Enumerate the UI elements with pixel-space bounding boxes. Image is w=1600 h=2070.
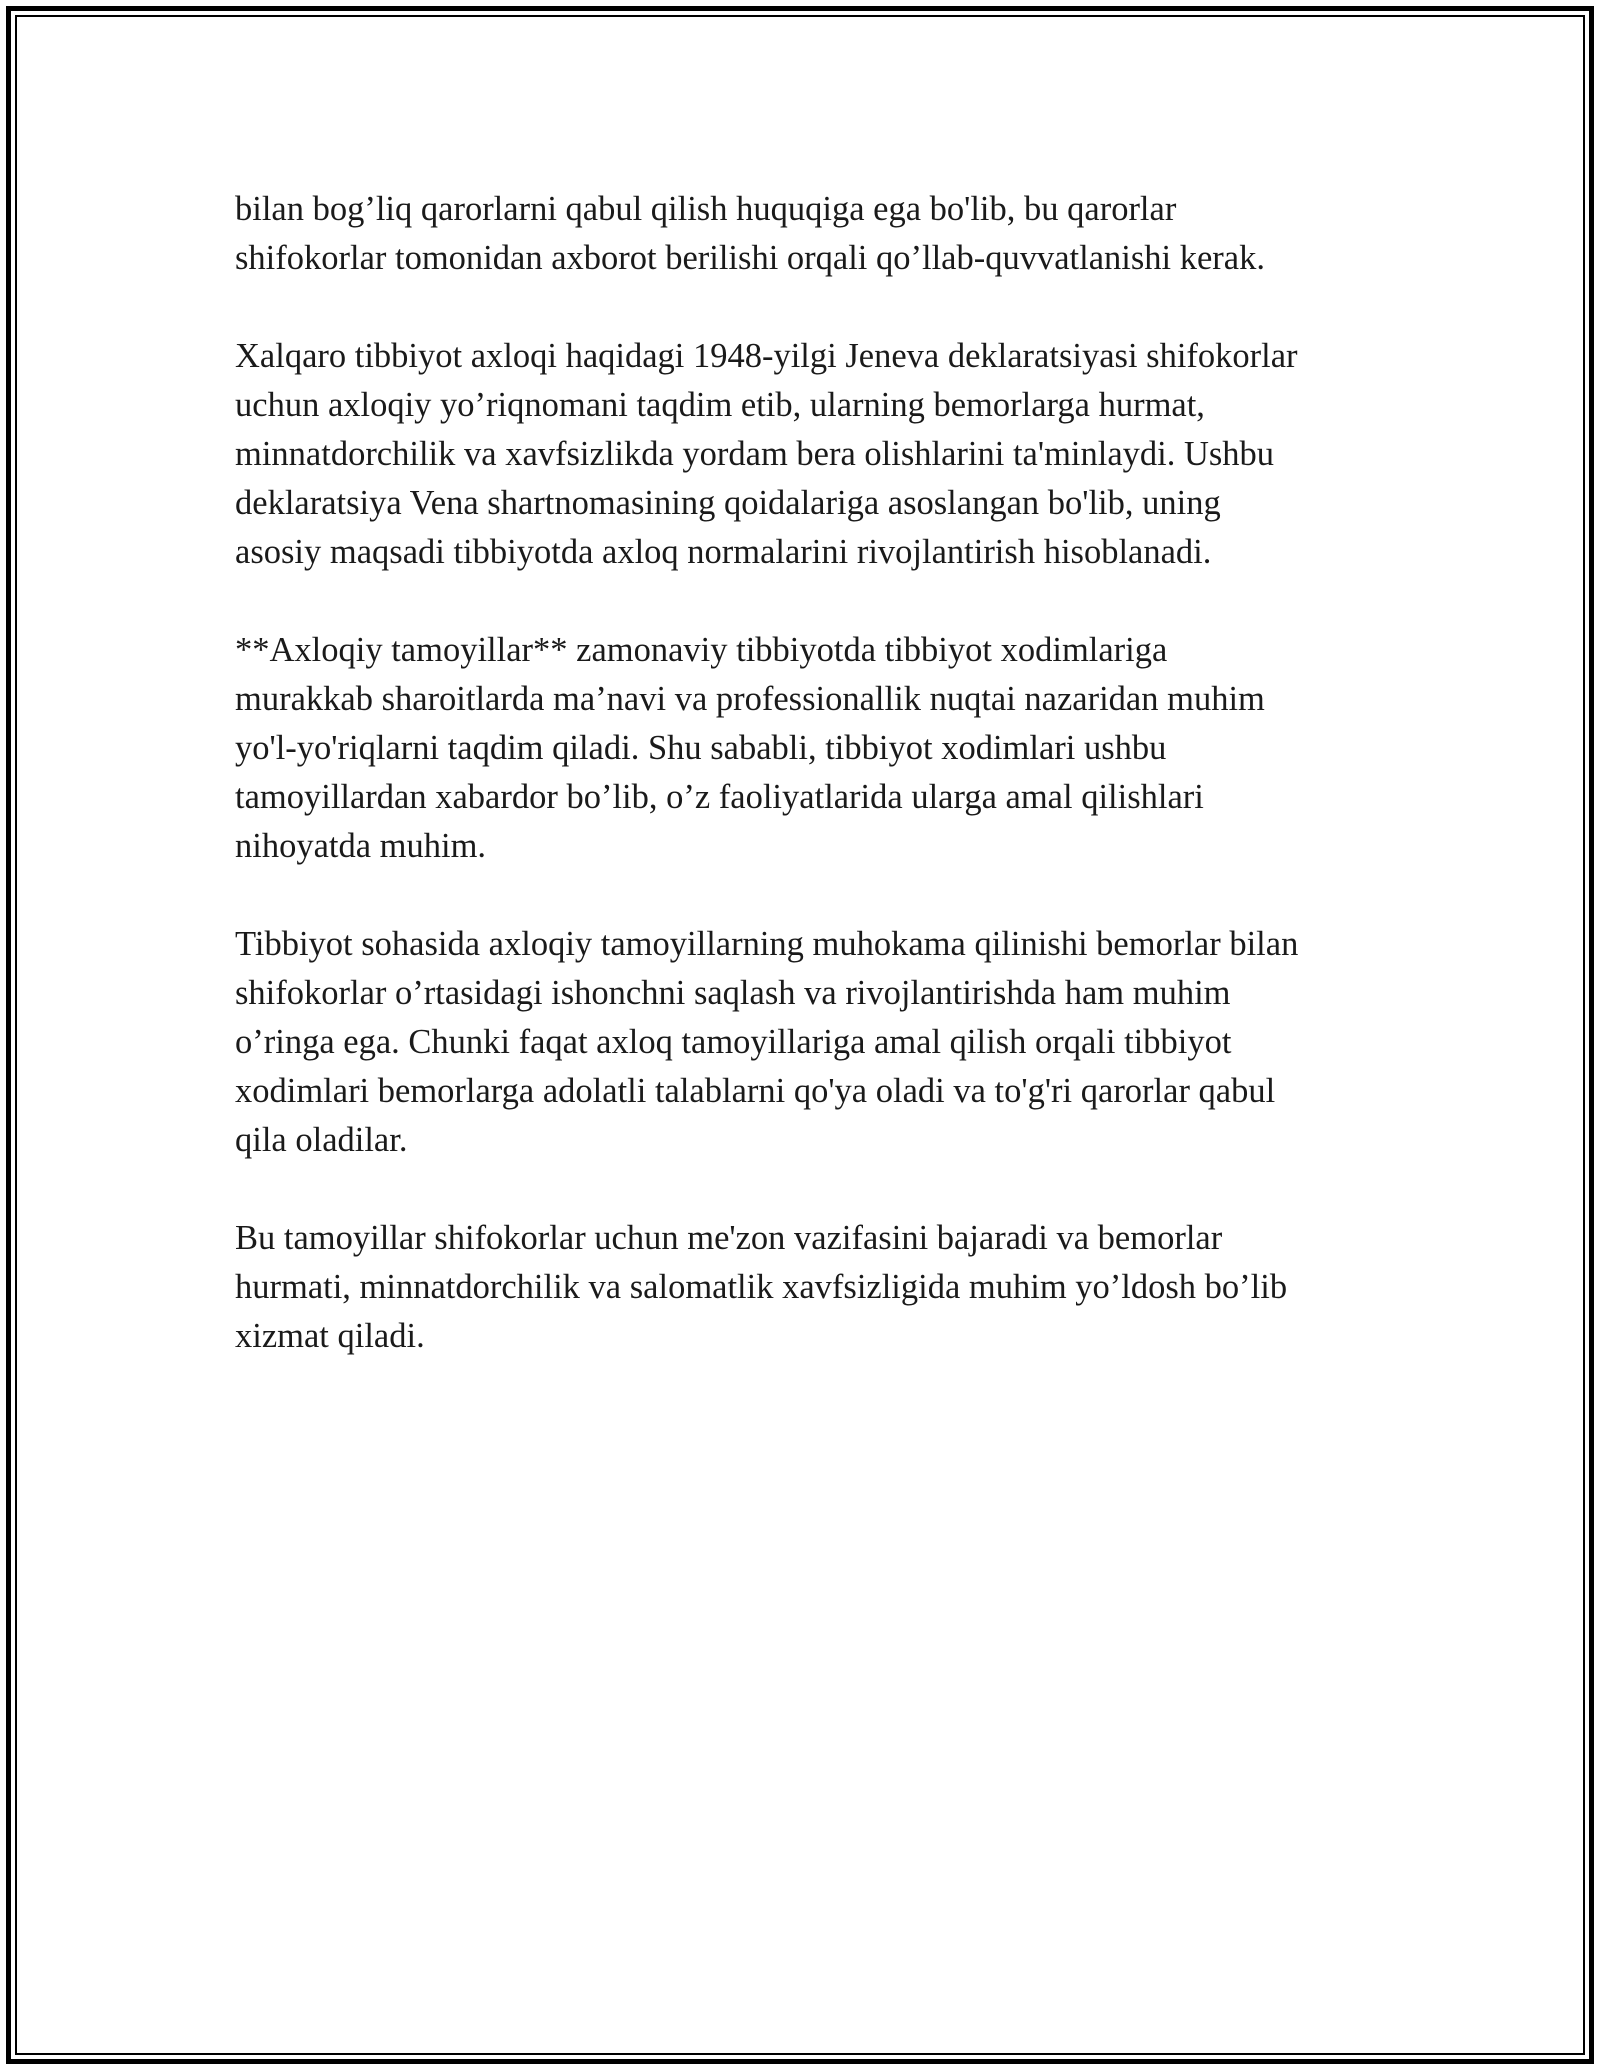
paragraph — [235, 920, 1375, 1165]
text-line: qila oladilar. — [235, 1121, 408, 1159]
text-line: Bu tamoyillar shifokorlar uchun me'zon vazifasini bajaradi va bemorlar — [235, 1219, 1223, 1257]
paragraph — [235, 1214, 1375, 1361]
text-line: xizmat qiladi. — [235, 1317, 425, 1355]
text-line: yo'l-yo'riqlarni taqdim qiladi. Shu sababli, tibbiyot xodimlari ushbu — [235, 729, 1167, 767]
text-line: tamoyillardan xabardor bo’lib, o’z faoliyatlarida ularga amal qilishlari — [235, 778, 1204, 816]
text-line: xodimlari bemorlarga adolatli talablarni qo'ya oladi va to'g'ri qarorlar qabul — [235, 1072, 1276, 1110]
text-line: o’ringa ega. Chunki faqat axloq tamoyillariga amal qilish orqali tibbiyot — [235, 1023, 1232, 1061]
paragraph — [235, 626, 1375, 871]
text-line: shifokorlar tomonidan axborot berilishi orqali qo’llab-quvvatlanishi kerak. — [235, 239, 1265, 277]
text-line: nihoyatda muhim. — [235, 827, 487, 865]
text-line: murakkab sharoitlarda ma’navi va professionallik nuqtai nazaridan muhim — [235, 680, 1265, 718]
text-line: bilan bog’liq qarorlarni qabul qilish huquqiga ega bo'lib, bu qarorlar — [235, 190, 1177, 228]
text-line: shifokorlar o’rtasidagi ishonchni saqlash va rivojlantirishda ham muhim — [235, 974, 1231, 1012]
text-line: **Axloqiy tamoyillar** zamonaviy tibbiyotda tibbiyot xodimlariga — [235, 631, 1168, 669]
document-body — [235, 185, 1375, 1410]
text-line: uchun axloqiy yo’riqnomani taqdim etib, ularning bemorlarga hurmat, — [235, 386, 1205, 424]
text-line: minnatdorchilik va xavfsizlikda yordam bera olishlarini ta'minlaydi. Ushbu — [235, 435, 1275, 473]
text-line: hurmati, minnatdorchilik va salomatlik xavfsizligida muhim yo’ldosh bo’lib — [235, 1268, 1288, 1306]
paragraph — [235, 185, 1375, 283]
text-line: Xalqaro tibbiyot axloqi haqidagi 1948-yilgi Jeneva deklaratsiyasi shifokorlar — [235, 337, 1298, 375]
text-line: Tibbiyot sohasida axloqiy tamoyillarning muhokama qilinishi bemorlar bilan — [235, 925, 1299, 963]
paragraph — [235, 332, 1375, 577]
text-line: asosiy maqsadi tibbiyotda axloq normalarini rivojlantirish hisoblanadi. — [235, 533, 1212, 571]
text-line: deklaratsiya Vena shartnomasining qoidalariga asoslangan bo'lib, uning — [235, 484, 1221, 522]
